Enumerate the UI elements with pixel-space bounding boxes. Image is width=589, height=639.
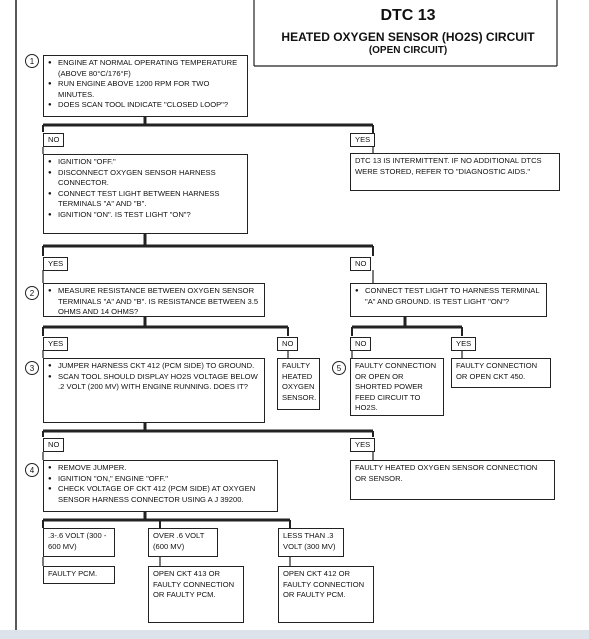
- step-1-line: ● ENGINE AT NORMAL OPERATING TEMPERATURE (ABOVE 80°C/176°F): [48, 58, 243, 79]
- no-label: NO: [350, 337, 371, 351]
- no-label: NO: [43, 438, 64, 452]
- step-5-box: FAULTY CONNECTION OR OPEN OR SHORTED POWER FEED CIRCUIT TO HO2S.: [350, 358, 444, 416]
- step-2-line: ● MEASURE RESISTANCE BETWEEN OXYGEN SENSOR TERMINALS "A" AND "B". IS RESISTANCE BETWEEN 3.5 OHMS AND 14 OHMS?: [48, 286, 260, 318]
- intermittent-box: DTC 13 IS INTERMITTENT. IF NO ADDITIONAL DTCS WERE STORED, REFER TO "DIAGNOSTIC AIDS.": [350, 153, 560, 191]
- chart-name: HEATED OXYGEN SENSOR (HO2S) CIRCUIT: [281, 30, 535, 44]
- faulty-sensor-box: FAULTY HEATED OXYGEN SENSOR.: [277, 358, 320, 410]
- step-2-box: [43, 283, 265, 317]
- step-1-box: [43, 55, 248, 117]
- step-4-line: ● CHECK VOLTAGE OF CKT 412 (PCM SIDE) AT OXYGEN SENSOR HARNESS CONNECTOR USING A J 39200.: [48, 484, 273, 505]
- open-ckt412-box: OPEN CKT 412 OR FAULTY CONNECTION OR FAULTY PCM.: [278, 566, 374, 623]
- faulty-ckt450-box: FAULTY CONNECTION OR OPEN CKT 450.: [451, 358, 551, 388]
- step-2-marker: 2: [25, 286, 39, 300]
- faulty-pcm-box: FAULTY PCM.: [43, 566, 115, 584]
- step-3-box: [43, 358, 265, 423]
- yes-label: YES: [451, 337, 476, 351]
- ignition-line: ● IGNITION "ON". IS TEST LIGHT "ON"?: [48, 210, 243, 221]
- step-4-marker: 4: [25, 463, 39, 477]
- yes-label: YES: [350, 133, 375, 147]
- step-1-line: ● DOES SCAN TOOL INDICATE "CLOSED LOOP"?: [48, 100, 243, 111]
- range-box-low: LESS THAN .3 VOLT (300 MV): [278, 528, 344, 557]
- faulty-connection-box: FAULTY HEATED OXYGEN SENSOR CONNECTION OR SENSOR.: [350, 460, 555, 500]
- range-box-normal: .3-.6 VOLT (300 - 600 MV): [43, 528, 115, 557]
- no-label: NO: [277, 337, 298, 351]
- step-3-marker: 3: [25, 361, 39, 375]
- yes-label: YES: [350, 438, 375, 452]
- ignition-check-box: [43, 154, 248, 234]
- step-3-line: ● JUMPER HARNESS CKT 412 (PCM SIDE) TO GROUND.: [48, 361, 260, 372]
- step-3-line: ● SCAN TOOL SHOULD DISPLAY HO2S VOLTAGE BELOW .2 VOLT (200 MV) WITH ENGINE RUNNING. DOES IT?: [48, 372, 260, 393]
- yes-label: YES: [43, 337, 68, 351]
- step-4-line: ● REMOVE JUMPER.: [48, 463, 273, 474]
- no-label: NO: [43, 133, 64, 147]
- open-ckt413-box: OPEN CKT 413 OR FAULTY CONNECTION OR FAULTY PCM.: [148, 566, 244, 623]
- chart-subtitle: (OPEN CIRCUIT): [368, 45, 448, 56]
- test-light-line: ● CONNECT TEST LIGHT TO HARNESS TERMINAL "A" AND GROUND. IS TEST LIGHT "ON"?: [355, 286, 542, 307]
- step-4-line: ● IGNITION "ON," ENGINE "OFF.": [48, 474, 273, 485]
- ignition-line: ● CONNECT TEST LIGHT BETWEEN HARNESS TERMINALS "A" AND "B".: [48, 189, 243, 210]
- ignition-line: ● DISCONNECT OXYGEN SENSOR HARNESS CONNECTOR.: [48, 168, 243, 189]
- step-1-line: ● RUN ENGINE ABOVE 1200 RPM FOR TWO MINUTES.: [48, 79, 243, 100]
- bottom-bar: [0, 630, 589, 639]
- yes-label: YES: [43, 257, 68, 271]
- dtc-code: DTC 13: [380, 7, 436, 24]
- range-box-high: OVER .6 VOLT (600 MV): [148, 528, 218, 557]
- test-light-box: [350, 283, 547, 317]
- step-5-marker: 5: [332, 361, 346, 375]
- step-1-marker: 1: [25, 54, 39, 68]
- ignition-line: ● IGNITION "OFF.": [48, 157, 243, 168]
- step-4-box: [43, 460, 278, 512]
- no-label: NO: [350, 257, 371, 271]
